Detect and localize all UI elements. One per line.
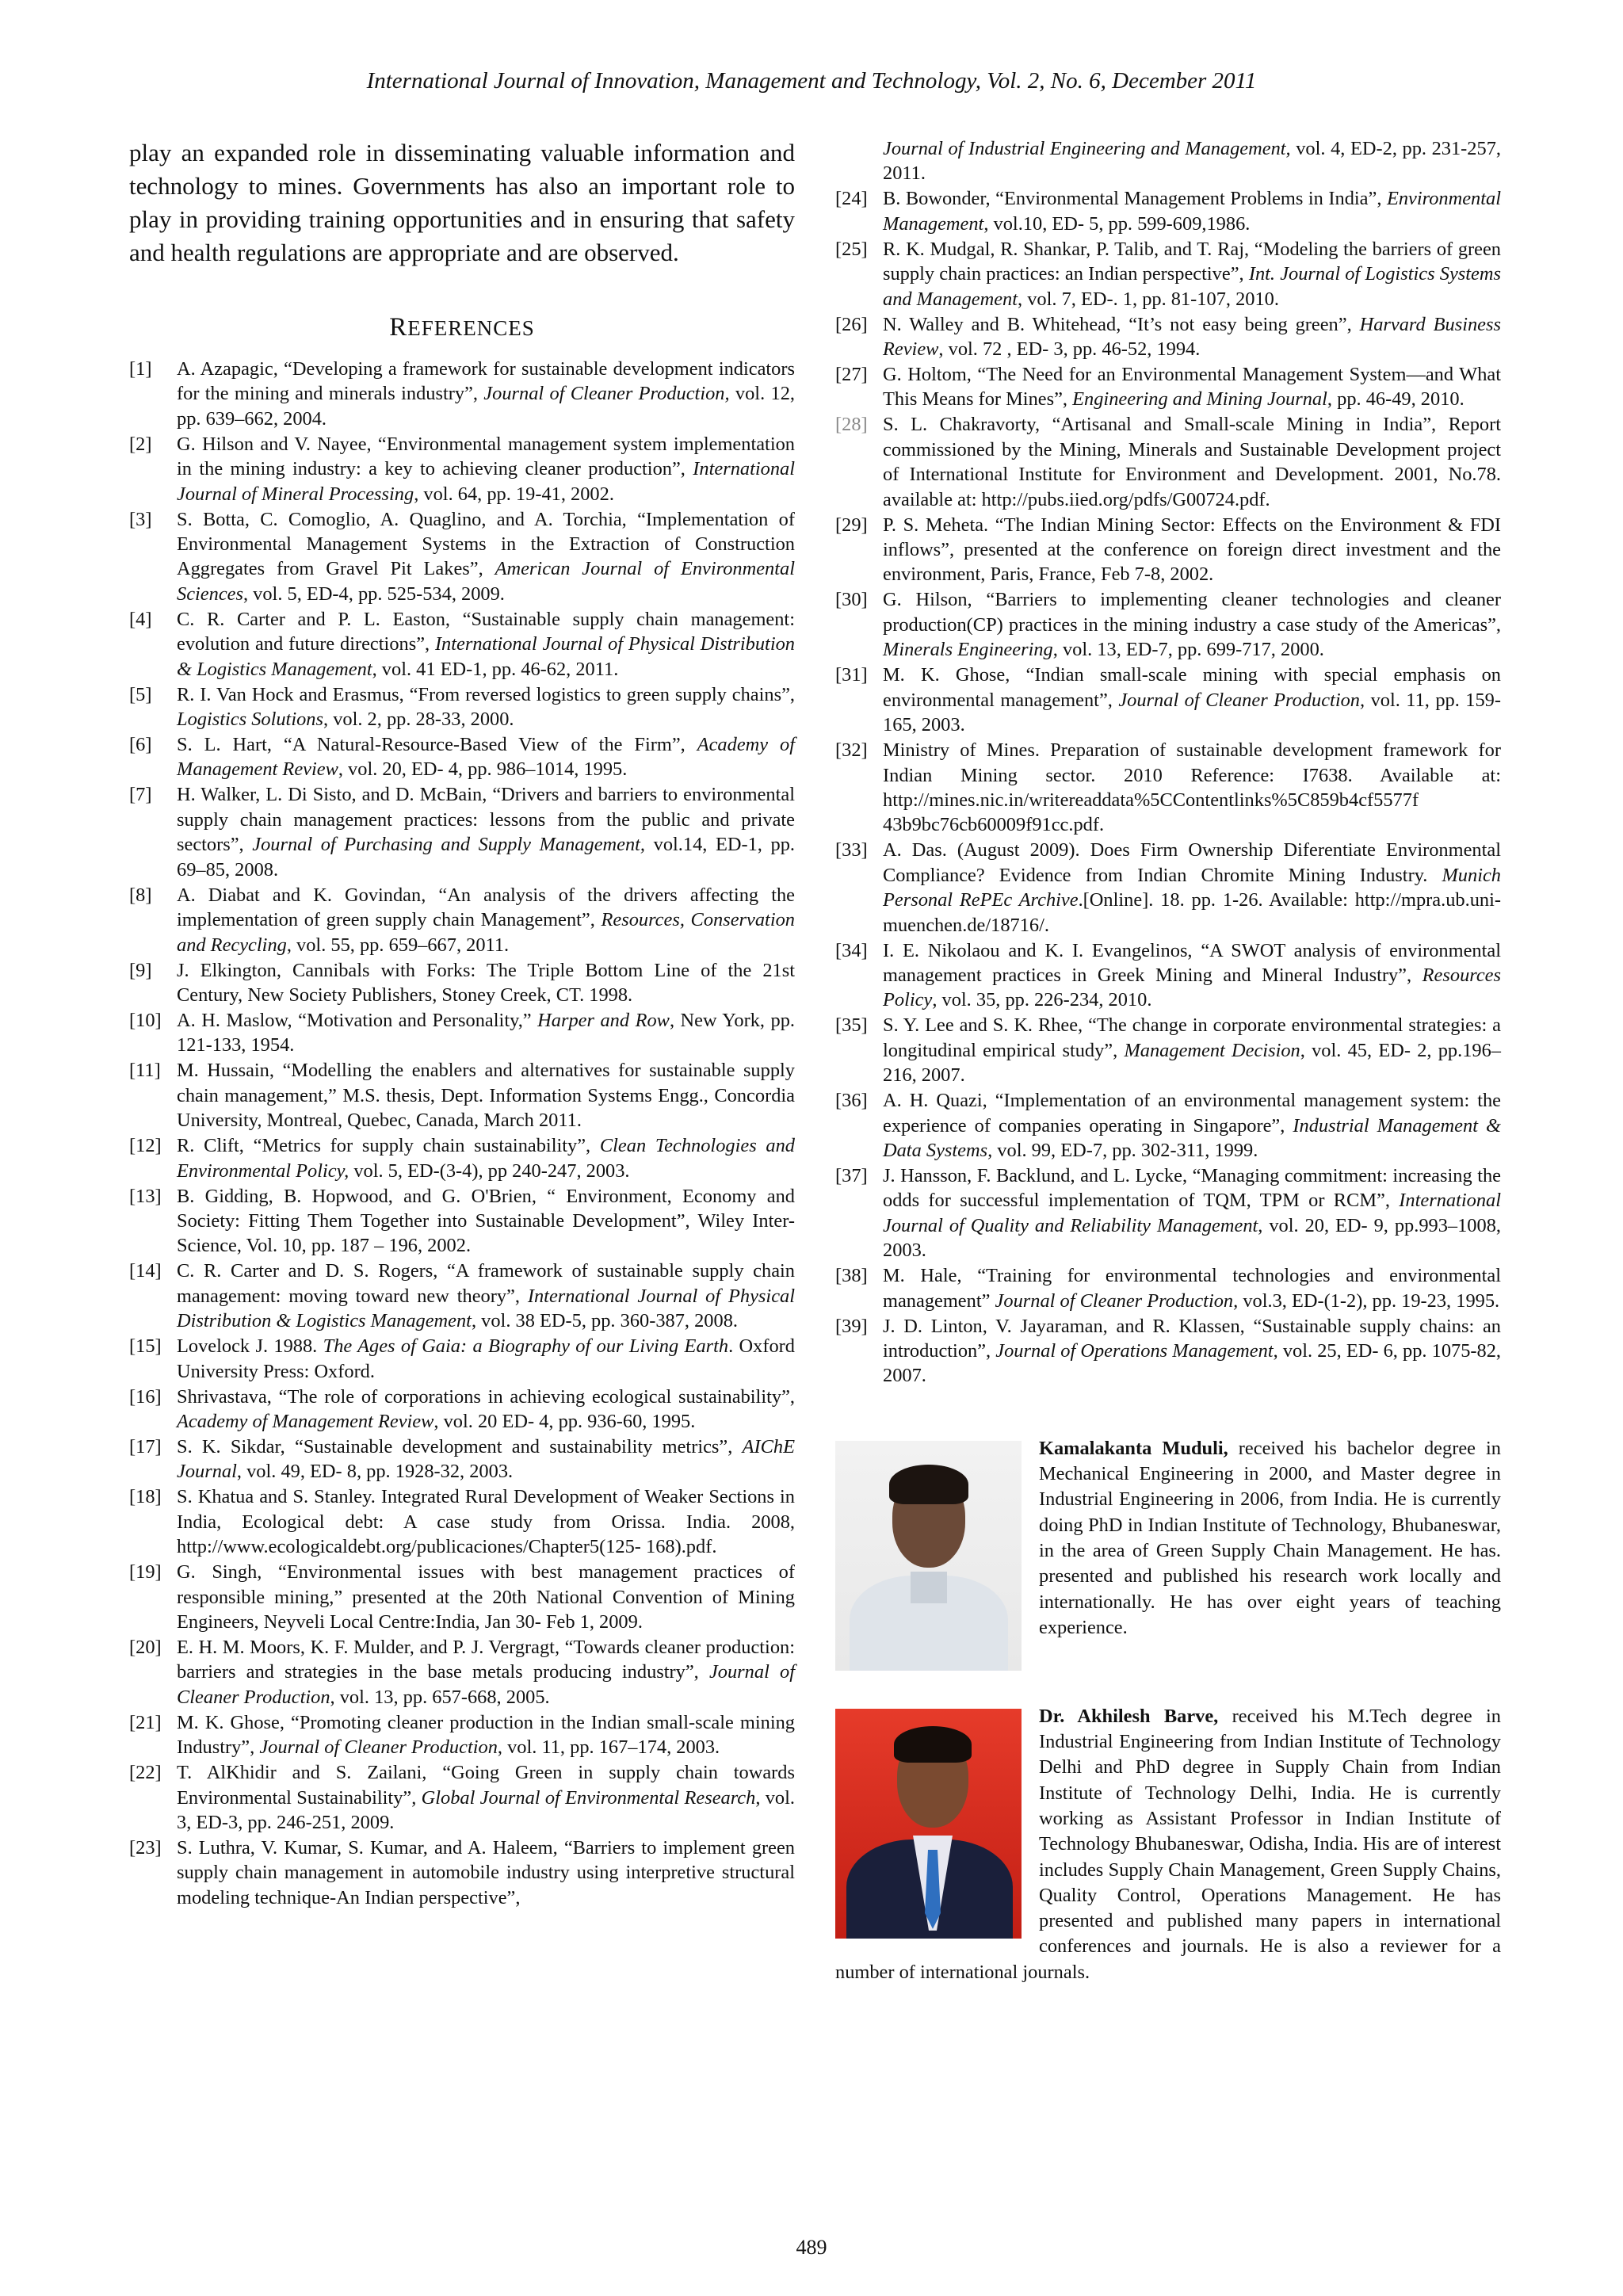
reference-item [129,357,795,431]
reference-item [129,1560,795,1634]
author-photo-2 [835,1709,1022,1939]
reference-text: J. D. Linton, V. Jayaraman, and R. Klassen, “Sustainable supply chains: an introduction”, Journal of Operations Management, vol. 25, ED- 6, pp. 1075-82, 2007. [883,1315,1502,1387]
reference-text: C. R. Carter and D. S. Rogers, “A framework of sustainable supply chain management: moving toward new theory”, International Journal of Physical Distribution & Logistics Management, vol. 38 ED-5, pp. 360-387, 2008. [177,1260,795,1332]
reference-text: B. Bowonder, “Environmental Management Problems in India”, Environmental Management, vol.10, ED- 5, pp. 599-609,1986. [883,188,1501,235]
right-column [835,136,1501,1985]
reference-text: S. Luthra, V. Kumar, S. Kumar, and A. Haleem, “Barriers to implement green supply chain management in automobile industry using interpretive structural modeling technique-An Indian perspective”, [177,1837,795,1908]
reference-text: Shrivastava, “The role of corporations in achieving ecological sustainability”, Academy of Management Review, vol. 20 ED- 4, pp. 936-60, 1995. [177,1385,795,1432]
reference-item [835,1314,1501,1389]
reference-number: [25] [835,238,868,260]
reference-text: J. Elkington, Cannibals with Forks: The Triple Bottom Line of the 21st Century, New Society Publishers, Stoney Creek, CT. 1998. [177,959,795,1006]
reference-text: R. I. Van Hock and Erasmus, “From reversed logistics to green supply chains”, Logistics Solutions, vol. 2, pp. 28-33, 2000. [177,683,795,731]
author-name-2: Dr. Akhilesh Barve, [1039,1705,1219,1727]
reference-text: C. R. Carter and P. L. Easton, “Sustainable supply chain management: evolution and future directions”, International Journal of Physical Distribution & Logistics Management, vol. 41 ED-1, pp. 46-62, 2011. [177,608,795,680]
reference-number: [8] [129,884,152,906]
reference-text: M. Hussain, “Modelling the enablers and alternatives for sustainable supply chain management,” M.S. thesis, Dept. Information Systems Engg., Concordia University, Montreal, Quebec, Canada, March 2011. [177,1060,795,1132]
reference-number: [6] [129,734,152,756]
reference-item [835,938,1501,1013]
reference-number: [2] [129,433,152,455]
reference-text: T. AlKhidir and S. Zailani, “Going Green in supply chain towards Environmental Sustainability”, Global Journal of Environmental Research, vol. 3, ED-3, pp. 246-251, 2009. [177,1762,795,1834]
reference-item [835,362,1501,412]
reference-number: [39] [835,1315,868,1337]
reference-number: [10] [129,1009,162,1031]
reference-text: M. K. Ghose, “Promoting cleaner production in the Indian small-scale mining Industry”, Journal of Cleaner Production, vol. 11, pp. 167–174, 2003. [177,1711,795,1759]
reference-text: M. Hale, “Training for environmental technologies and environmental management” Journal of Cleaner Production, vol.3, ED-(1-2), pp. 19-23, 1995. [883,1265,1501,1312]
reference-number: [36] [835,1090,868,1112]
reference-number: [31] [835,664,868,686]
journal-header: International Journal of Innovation, Management and Technology, Vol. 2, No. 6, December 2011 [366,68,1257,94]
reference-item [129,1184,795,1259]
reference-text: P. S. Meheta. “The Indian Mining Sector: Effects on the Environment & FDI inflows”, presented at the conference on foreign direct investment and the environment, Paris, France, Feb 7-8, 2002. [883,514,1501,586]
reference-item [835,738,1501,838]
reference-item [835,1088,1501,1163]
reference-text: A. H. Maslow, “Motivation and Personality,” Harper and Row, New York, pp. 121-133, 1954. [177,1009,795,1056]
reference-item [129,1760,795,1835]
author-bio-1 [835,1436,1501,1677]
intro-paragraph: play an expanded role in disseminating valuable information and technology to mines. Governments has also an important role to play in providing training opportunities and in ensuring that safety and health regulations are appropriate and are observed. [129,139,795,266]
reference-number: [16] [129,1385,162,1408]
reference-number: [27] [835,364,868,386]
reference-item [129,1435,795,1484]
reference-text: G. Holtom, “The Need for an Environmental Management System—and What This Means for Mines”, Engineering and Mining Journal, pp. 46-49, 2010. [883,364,1501,411]
reference-text: A. Diabat and K. Govindan, “An analysis of the drivers affecting the implementation of green supply chain Management”, Resources, Conservation and Recycling, vol. 55, pp. 659–667, 2011. [177,884,795,956]
author-bio-text-1: received his bachelor degree in Mechanical Engineering in 2000, and Master degree in Industrial Engineering in 2006, from India. He is currently doing PhD in Indian Institute of Technology, Bhubaneswar, in the area of Green Supply Chain Management. He has. presented and published his research work locally and internationally. He has over eight years of teaching experience. [1039,1437,1502,1638]
reference-number: [22] [129,1762,162,1784]
reference-text: J. Hansson, F. Backlund, and L. Lycke, “Managing commitment: increasing the odds for successful implementation of TQM, TPM or RCM”, International Journal of Quality and Reliability Management, vol. 20, ED- 9, pp.993–1008, 2003. [883,1164,1501,1262]
reference-item [129,883,795,957]
reference-number: [29] [835,514,868,536]
reference-number: [4] [129,608,152,630]
reference-item [129,682,795,732]
reference-number: [23] [129,1837,162,1859]
reference-item [129,732,795,782]
reference-item [129,782,795,882]
reference-item [129,958,795,1008]
reference-item [129,1334,795,1384]
reference-number: [26] [835,313,868,335]
reference-text: B. Gidding, B. Hopwood, and G. O'Brien, “ Environment, Economy and Society: Fitting Them Together into Sustainable Development”, Wiley Inter-Science, Vol. 10, pp. 187 – 196, 2002. [177,1185,795,1257]
reference-text: S. K. Sikdar, “Sustainable development and sustainability metrics”, AIChE Journal, vol. 49, ED- 8, pp. 1928-32, 2003. [177,1435,795,1483]
reference-item [129,432,795,506]
reference-text: G. Hilson, “Barriers to implementing cleaner technologies and cleaner production(CP) practices in the mining industry a case study of the Americas”, Minerals Engineering, vol. 13, ED-7, pp. 699-717, 2000. [883,589,1501,661]
reference-item [835,1263,1501,1313]
reference-item [129,1259,795,1333]
reference-text: E. H. M. Moors, K. F. Mulder, and P. J. Vergragt, “Towards cleaner production: barriers and strategies in the base metals producing industry”, Journal of Cleaner Production, vol. 13, pp. 657-668, 2005. [177,1637,795,1708]
reference-item [835,186,1501,236]
reference-number: [14] [129,1260,162,1282]
reference-item [835,838,1501,938]
author-bio-text-2: received his M.Tech degree in Industrial Engineering from Indian Institute of Technology Delhi and PhD degree in Supply Chain from Indian Institute of Technology Delhi, India. He is currently working as Assistant Professor in Indian Institute of Technology Bhubaneswar, Odisha, India. His are of interest includes Supply Chain Management, Green Supply Chains, Quality Control, Operations Management. He has presented and published many papers in international conferences and journals. He is also a reviewer for a number of international journals. [835,1705,1502,1983]
reference-number: [38] [835,1265,868,1287]
reference-text: I. E. Nikolaou and K. I. Evangelinos, “A SWOT analysis of environmental management practices in Greek Mining and Mineral Industry”, Resources Policy, vol. 35, pp. 226-234, 2010. [883,939,1501,1011]
reference-item [129,607,795,682]
reference-number: [24] [835,188,868,210]
author-bio-2 [835,1704,1501,1985]
reference-text: Ministry of Mines. Preparation of sustainable development framework for Indian Mining sector. 2010 Reference: I7638. Available at: http://mines.nic.in/writereaddata%5CContentlinks%5C859b4cf5577f 43b9bc76cb60009f91cc.pdf. [883,739,1501,836]
reference-number: [11] [129,1060,161,1082]
reference-number: [17] [129,1435,162,1457]
reference-text: G. Hilson and V. Nayee, “Environmental management system implementation in the mining industry: a key to achieving cleaner production”, International Journal of Mineral Processing, vol. 64, pp. 19-41, 2002. [177,433,795,505]
reference-text: S. Khatua and S. Stanley. Integrated Rural Development of Weaker Sections in India, Ecological debt: A case study from Orissa. India. 2008, http://www.ecologicaldebt.org/publicaciones/Chapter5(125- 168).pdf. [177,1486,795,1558]
reference-number: [35] [835,1014,868,1037]
reference-number: [21] [129,1711,162,1733]
reference-number: [15] [129,1335,162,1358]
reference-number: [28] [835,414,868,436]
reference-list-right [835,186,1501,1388]
reference-text: A. Das. (August 2009). Does Firm Ownership Diferentiate Environmental Compliance? Evidence from Indian Chromite Mining Industry. Munich Personal RePEc Archive.[Online]. 18. pp. 1-26. Available: http://mpra.ub.uni-muenchen.de/18716/. [883,839,1501,936]
reference-item [835,1013,1501,1087]
reference-number: [19] [129,1561,162,1584]
reference-continuation: Journal of Industrial Engineering and Management, vol. 4, ED-2, pp. 231-257, 2011. [883,138,1501,185]
reference-item [129,1484,795,1559]
reference-text: R. K. Mudgal, R. Shankar, P. Talib, and T. Raj, “Modeling the barriers of green supply chain practices: an Indian perspective”, Int. Journal of Logistics Systems and Management, vol. 7, ED-. 1, pp. 81-107, 2010. [883,238,1501,310]
reference-item [835,312,1501,362]
reference-item [129,507,795,607]
reference-item [835,663,1501,737]
reference-text: S. Botta, C. Comoglio, A. Quaglino, and A. Torchia, “Implementation of Environmental Management Systems in the Extraction of Construction Aggregates from Gravel Pit Lakes”, American Journal of Environmental Sciences, vol. 5, ED-4, pp. 525-534, 2009. [177,508,795,605]
reference-number: [37] [835,1164,868,1186]
reference-item [129,1635,795,1710]
reference-item [835,1163,1501,1263]
reference-number: [13] [129,1185,162,1207]
reference-item [835,587,1501,662]
page-number: 489 [796,2236,827,2259]
reference-number: [20] [129,1637,162,1658]
reference-number: [34] [835,939,868,961]
reference-item [129,1008,795,1058]
reference-item [129,1710,795,1760]
reference-text: A. Azapagic, “Developing a framework for sustainable development indicators for the mining and minerals industry”, Journal of Cleaner Production, vol. 12, pp. 639–662, 2004. [177,358,795,430]
reference-item [129,1385,795,1435]
reference-text: R. Clift, “Metrics for supply chain sustainability”, Clean Technologies and Environmental Policy, vol. 5, ED-(3-4), pp 240-247, 2003. [177,1135,795,1182]
reference-text: A. H. Quazi, “Implementation of an environmental management system: the experience of companies operating in Singapore”, Industrial Management & Data Systems, vol. 99, ED-7, pp. 302-311, 1999. [883,1090,1501,1161]
reference-number: [9] [129,959,152,981]
reference-number: [1] [129,358,152,380]
reference-item [129,1133,795,1183]
author-photo-1 [835,1441,1022,1671]
reference-text: Lovelock J. 1988. The Ages of Gaia: a Biography of our Living Earth. Oxford University Press: Oxford. [177,1335,795,1382]
reference-number: [30] [835,589,868,611]
reference-text: S. L. Chakravorty, “Artisanal and Small-scale Mining in India”, Report commissioned by the Mining, Minerals and Sustainable Development project of International Institute for Environment and Development. 2001, No.78. available at: http://pubs.iied.org/pdfs/G00724.pdf. [883,414,1501,510]
reference-number: [12] [129,1135,162,1157]
reference-text: M. K. Ghose, “Indian small-scale mining with special emphasis on environmental management”, Journal of Cleaner Production, vol. 11, pp. 159-165, 2003. [883,664,1502,736]
reference-item [835,412,1501,512]
author-name-1: Kamalakanta Muduli, [1039,1437,1228,1459]
reference-text: G. Singh, “Environmental issues with best management practices of responsible mining,” presented at the 20th National Convention of Mining Engineers, Neyveli Local Centre:India, Jan 30- Feb 1, 2009. [177,1561,795,1633]
references-heading: REFERENCES [389,313,535,342]
left-column [129,136,795,1911]
reference-item [129,1836,795,1910]
reference-number: [33] [835,839,868,861]
reference-number: [5] [129,683,152,705]
reference-item [129,1058,795,1133]
reference-list-left [129,357,795,1910]
reference-item [835,513,1501,587]
reference-number: [3] [129,508,152,530]
reference-number: [18] [129,1486,162,1508]
reference-text: S. Y. Lee and S. K. Rhee, “The change in corporate environmental strategies: a longitudinal empirical study”, Management Decision, vol. 45, ED- 2, pp.196–216, 2007. [883,1014,1501,1087]
reference-number: [7] [129,784,152,806]
reference-item [835,237,1501,311]
reference-text: S. L. Hart, “A Natural-Resource-Based View of the Firm”, Academy of Management Review, vol. 20, ED- 4, pp. 986–1014, 1995. [177,734,795,781]
reference-text: H. Walker, L. Di Sisto, and D. McBain, “Drivers and barriers to environmental supply chain management practices: lessons from the public and private sectors”, Journal of Purchasing and Supply Management, vol.14, ED-1, pp. 69–85, 2008. [177,784,795,881]
reference-text: N. Walley and B. Whitehead, “It’s not easy being green”, Harvard Business Review, vol. 72 , ED- 3, pp. 46-52, 1994. [883,313,1501,361]
reference-number: [32] [835,739,868,762]
